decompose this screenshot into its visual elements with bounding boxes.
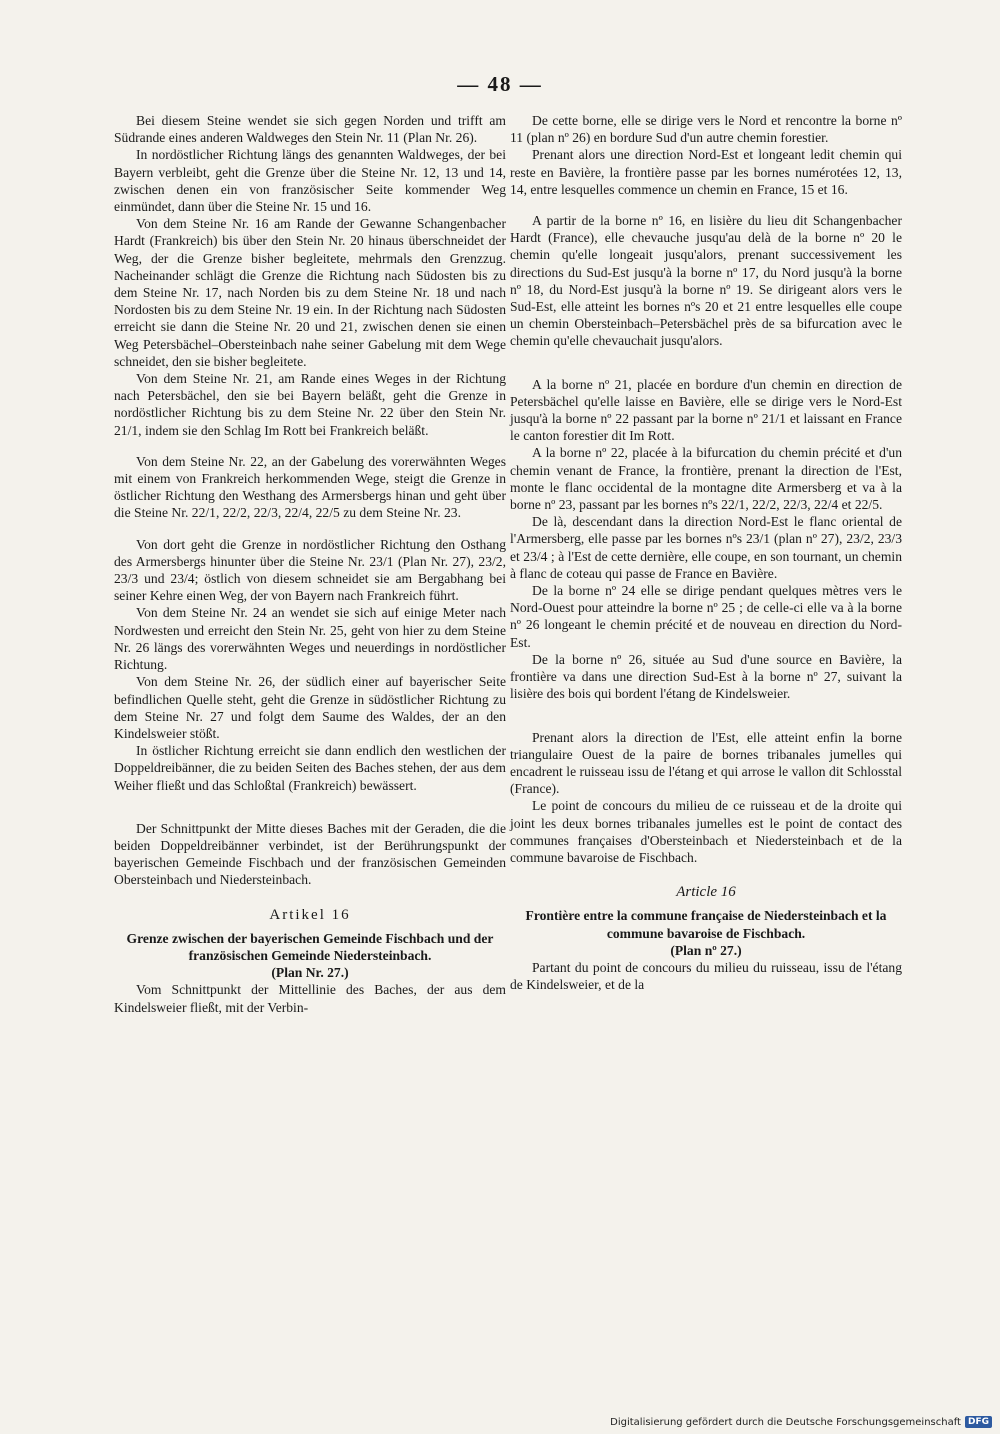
fr-article-text: Partant du point de concours du milieu du ruisseau, issu de l'étang de Kindelsweier, et de la — [510, 959, 902, 993]
footer — [610, 1416, 992, 1428]
fr-paragraph-3: A partir de la borne nº 16, en lisière du lieu dit Schangenbacher Hardt (France), elle chevauche jusqu'au delà de la borne nº 20 le chemin qu'elle longeait jusqu'alors, prenant successivement les directions du Sud-Est jusqu'à la borne nº 17, du Nord jusqu'à la borne nº 18, du Nord-Est jusqu'à la borne nº 19. Se dirigeant alors vers le Sud-Est, elle atteint les bornes nºs 20 et 21 entre lesquelles elle coupe un chemin Obersteinbach–Petersbächel près de sa bifurcation avec le chemin qu'elle chevauchait jusqu'alors. — [510, 213, 902, 349]
de-article-text: Vom Schnittpunkt der Mittellinie des Baches, der aus dem Kindelsweier fließt, mit der Verbin- — [114, 982, 506, 1015]
de-paragraph-2: In nordöstlicher Richtung längs des genannten Waldweges, der bei Bayern verbleibt, geht die Grenze über die Steine Nr. 12, 13 und 14, zwischen denen ein von französischer Seite kommender Weg einmündet, dann über die Steine Nr. 15 und 16. — [114, 147, 506, 215]
fr-article-heading: Article 16 — [676, 884, 736, 901]
de-paragraph-4: Von dem Steine Nr. 21, am Rande eines Weges in der Richtung nach Petersbächel, den sie bei Bayern beläßt, geht die Grenze in nordöstlicher Richtung bis zu dem Steine Nr. 22 über den Stein Nr. 21/1, indem sie den Schlag Im Rott bei Frankreich beläßt. — [114, 371, 506, 438]
de-article-heading: Artikel 16 — [269, 906, 351, 923]
fr-paragraph-4: A la borne nº 21, placée en bordure d'un chemin en direction de Petersbächel qu'elle laisse en Bavière, elle se dirige vers le Nord-Est jusqu'à la borne nº 22 passant par la borne nº 21/1 et laissant en France le canton forestier dit Im Rott. — [510, 376, 902, 444]
de-paragraph-9: In östlicher Richtung erreicht sie dann endlich den westlichen der Doppeldreibänner, die zu beiden Seiten des Baches stehen, der aus dem Weiher fließt und das Schloßtal (Frankreich) bewässert. — [114, 743, 506, 793]
de-article-plan: (Plan Nr. 27.) — [271, 965, 349, 981]
dfg-logo-icon: DFG — [965, 1416, 992, 1428]
de-paragraph-5: Von dem Steine Nr. 22, an der Gabelung des vorerwähnten Weges mit einem von Frankreich herkommenden Wege, steigt die Grenze in östlicher Richtung den Westhang des Armersbergs hinan und geht über die Steine Nr. 22/1, 22/2, 22/3, 22/4, 22/5 zu dem Steine Nr. 23. — [114, 453, 506, 521]
fr-paragraph-1: De cette borne, elle se dirige vers le Nord et rencontre la borne nº 11 (plan nº 26) en bordure Sud d'un autre chemin forestier. — [510, 113, 902, 146]
fr-paragraph-10: Le point de concours du milieu de ce ruisseau et de la droite qui joint les deux bornes tribanales jumelles est le point de contact des communes françaises d'Obersteinbach et Niedersteinbach et de la commune bavaroise de Fischbach. — [510, 798, 902, 865]
footer-text: Digitalisierung gefördert durch die Deutsche Forschungsgemeinschaft — [610, 1416, 961, 1428]
fr-paragraph-7: De la borne nº 24 elle se dirige pendant quelques mètres vers le Nord-Ouest pour atteindre la borne nº 25 ; de celle-ci elle va à la borne nº 26 longeant le chemin précité et de nouveau en direction du Nord-Est. — [510, 583, 902, 650]
german-column — [114, 112, 506, 1016]
fr-article-subheading: Frontière entre la commune française de Niedersteinbach et la commune bavaroise de Fischbach. — [525, 908, 887, 941]
fr-paragraph-8: De la borne nº 26, située au Sud d'une source en Bavière, la frontière va dans une direction Sud-Est à la borne nº 27, suivant la lisière des bois qui bordent l'étang de Kindelsweier. — [510, 651, 902, 702]
de-paragraph-7: Von dem Steine Nr. 24 an wendet sie sich auf einige Meter nach Nordwesten und erreicht den Stein Nr. 25, geht von hier zu dem Steine Nr. 26 längs des vorerwähnten Weges und neuerdings in nordöstlicher Richtung. — [114, 605, 506, 673]
fr-paragraph-5: A la borne nº 22, placée à la bifurcation du chemin précité et d'un chemin venant de France, la frontière, prenant la direction de l'Est, monte le flanc occidental de la montagne dite Armersberg et va à la borne nº 23, passant par les bornes nºs 22/1, 22/2, 22/3, 22/4 et 22/5. — [510, 445, 902, 513]
de-paragraph-6: Von dort geht die Grenze in nordöstlicher Richtung den Osthang des Armersbergs hinunter über die Steine Nr. 23/1 (Plan Nr. 27), 23/2, 23/3 und 23/4; östlich von diesem schneidet sie am Bergabhang bei seiner Kehre einen Weg, der von Bayern nach Frankreich führt. — [114, 536, 506, 604]
de-paragraph-10: Der Schnittpunkt der Mitte dieses Baches mit der Geraden, die die beiden Doppeldreibänner verbindet, ist der Berührungspunkt der bayerischen Gemeinde Fischbach und der französischen Gemeinden Obersteinbach und Niedersteinbach. — [114, 820, 506, 888]
de-paragraph-8: Von dem Steine Nr. 26, der südlich einer auf bayerischer Seite befindlichen Quelle steht, geht die Grenze in südöstlicher Richtung zu dem Steine Nr. 27 und folgt dem Saume des Waldes, der an den Kindelsweier stößt. — [114, 674, 506, 741]
page-number: — 48 — — [457, 72, 543, 96]
fr-paragraph-9: Prenant alors la direction de l'Est, elle atteint enfin la borne triangulaire Ouest de la paire de bornes tribanales jumelles qui encadrent le ruisseau issu de l'étang et qui arrose le vallon dit Schlosstal (France). — [510, 729, 902, 797]
fr-paragraph-6: De là, descendant dans la direction Nord-Est le flanc oriental de l'Armersberg, elle passe par les bornes nºs 23/1 (plan nº 27), 23/2, 23/3 et 23/4 ; à l'Est de cette dernière, elle coupe, en son tournant, un chemin à flanc de coteau qui passe de France en Bavière. — [510, 514, 902, 581]
de-paragraph-1: Bei diesem Steine wendet sie sich gegen Norden und trifft am Südrande eines anderen Waldweges den Stein Nr. 11 (Plan Nr. 26). — [114, 113, 506, 146]
de-paragraph-3: Von dem Steine Nr. 16 am Rande der Gewanne Schangenbacher Hardt (Frankreich) bis über den Stein Nr. 20 hinaus überschneidet der Weg, der die Grenze bisher begleitete, mehrmals den Grenzzug. Nacheinander schlägt die Grenze die Richtung nach Südosten bis zu dem Steine Nr. 17, nach Norden bis zu dem Steine Nr. 18 und nach Nordosten bis zu dem Steine Nr. 19 ein. In der Richtung nach Südosten erreicht sie dann die Steine Nr. 20 und 21, zwischen denen sie einen Weg Petersbächel–Obersteinbach nahe seiner Gabelung mit dem Wege schneidet, den sie bisher begleitete. — [114, 216, 506, 369]
french-column — [510, 112, 902, 993]
fr-article-plan: (Plan nº 27.) — [670, 942, 742, 958]
de-article-subheading: Grenze zwischen der bayerischen Gemeinde Fischbach und der französischen Gemeinde Niedersteinbach. — [126, 930, 494, 963]
fr-paragraph-2: Prenant alors une direction Nord-Est et longeant ledit chemin qui reste en Bavière, la frontière passe par les bornes numérotées 12, 13, 14, entre lesquelles commence un chemin en France, 15 et 16. — [510, 147, 902, 197]
